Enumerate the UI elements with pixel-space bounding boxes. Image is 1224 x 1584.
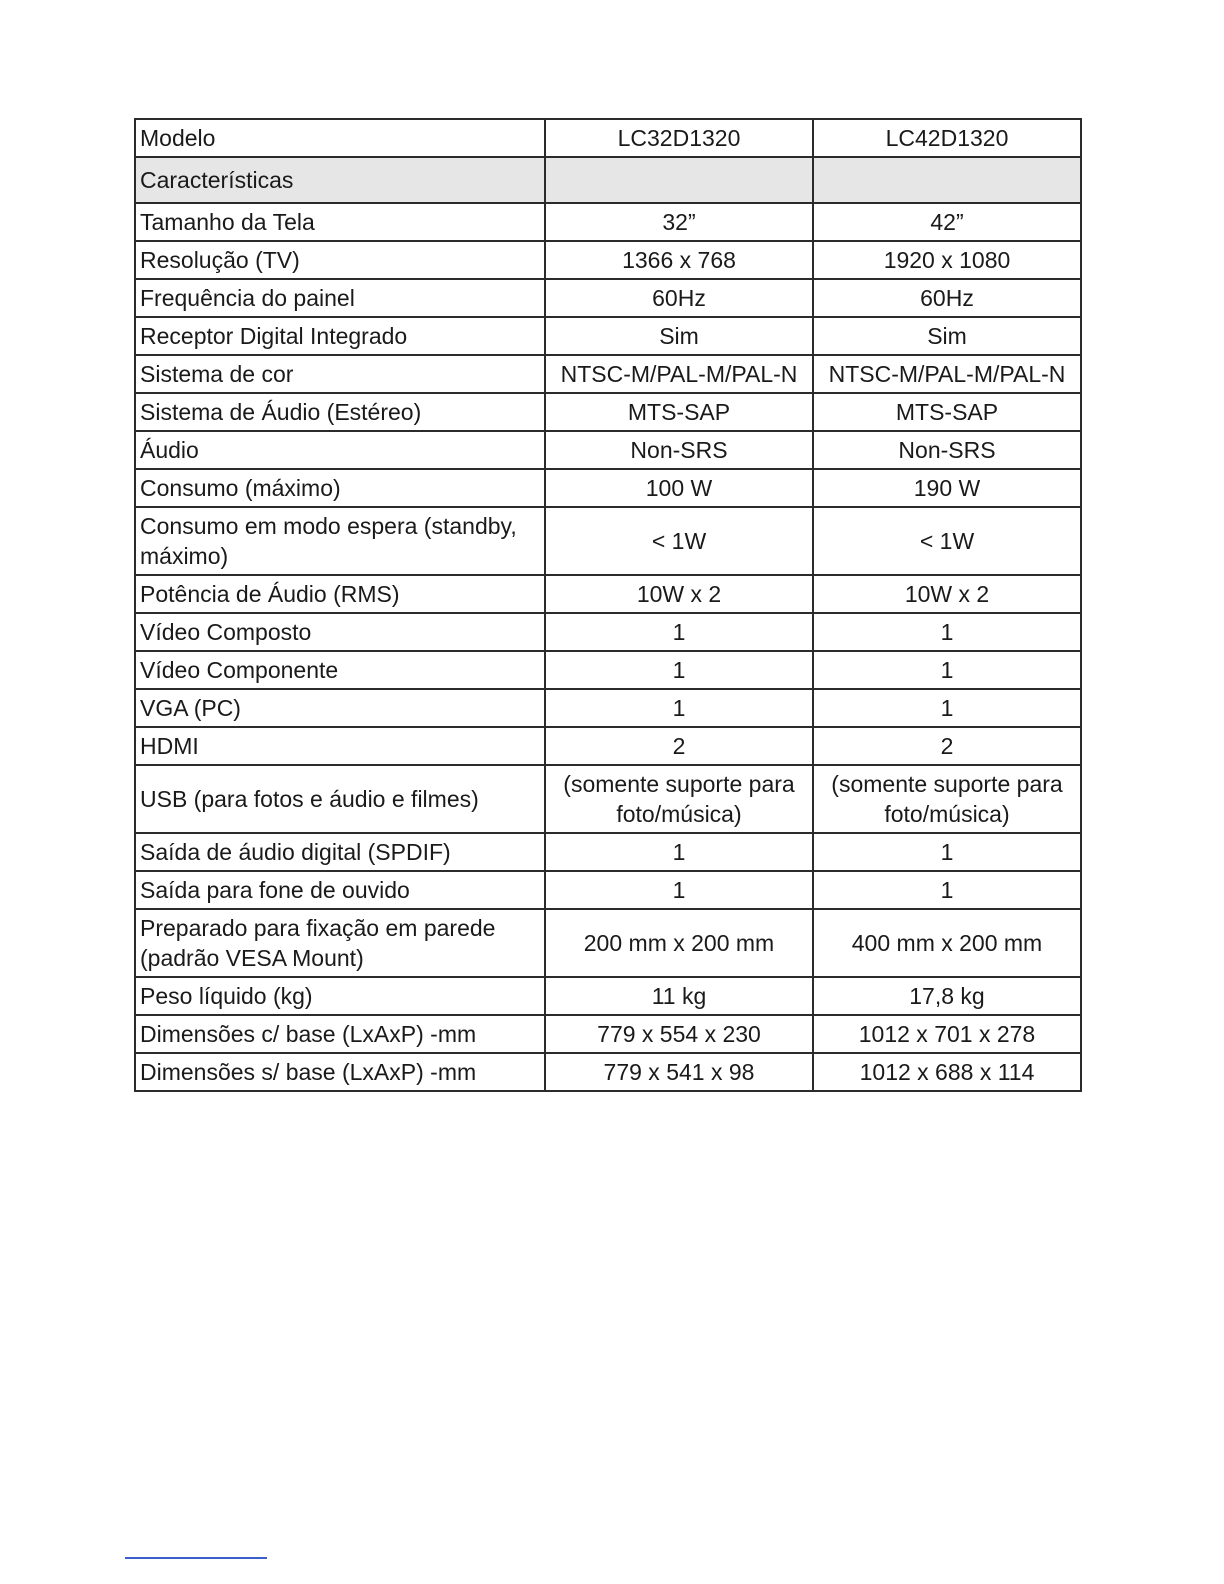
spec-row (135, 689, 1081, 727)
spec-row (135, 317, 1081, 355)
spec-value-model-a: 779 x 541 x 98 (545, 1053, 813, 1091)
spec-label: Saída de áudio digital (SPDIF) (135, 833, 545, 871)
spec-value-model-b: 1 (813, 651, 1081, 689)
spec-label: Preparado para fixação em parede (padrão VESA Mount) (135, 909, 545, 977)
spec-value-model-a: 1 (545, 871, 813, 909)
spec-label: Vídeo Componente (135, 651, 545, 689)
spec-row (135, 1053, 1081, 1091)
spec-value-model-b: 10W x 2 (813, 575, 1081, 613)
spec-row (135, 1015, 1081, 1053)
spec-value-model-a: 2 (545, 727, 813, 765)
spec-label: Frequência do painel (135, 279, 545, 317)
spec-value-model-b: 60Hz (813, 279, 1081, 317)
spec-value-model-b: 17,8 kg (813, 977, 1081, 1015)
spec-label: Saída para fone de ouvido (135, 871, 545, 909)
spec-value-model-b: MTS-SAP (813, 393, 1081, 431)
spec-value-model-a: 32” (545, 203, 813, 241)
spec-label: Sistema de Áudio (Estéreo) (135, 393, 545, 431)
spec-value-model-b: 190 W (813, 469, 1081, 507)
spec-value-model-a: 60Hz (545, 279, 813, 317)
spec-value-model-a: Non-SRS (545, 431, 813, 469)
spec-value-model-b: 1920 x 1080 (813, 241, 1081, 279)
footnote-separator (125, 1557, 267, 1559)
model-a-name: LC32D1320 (545, 119, 813, 157)
spec-rows (135, 203, 1081, 1091)
spec-value-model-a: NTSC-M/PAL-M/PAL-N (545, 355, 813, 393)
spec-value-model-a: 100 W (545, 469, 813, 507)
section-row (135, 157, 1081, 203)
spec-value-model-a: 1 (545, 651, 813, 689)
spec-row (135, 469, 1081, 507)
spec-label: Tamanho da Tela (135, 203, 545, 241)
spec-row (135, 651, 1081, 689)
spec-label: Resolução (TV) (135, 241, 545, 279)
spec-value-model-b: Non-SRS (813, 431, 1081, 469)
spec-label: Dimensões s/ base (LxAxP) -mm (135, 1053, 545, 1091)
header-label: Modelo (135, 119, 545, 157)
section-label: Características (135, 157, 545, 203)
spec-value-model-b: 2 (813, 727, 1081, 765)
spec-row (135, 507, 1081, 575)
spec-value-model-b: < 1W (813, 507, 1081, 575)
spec-row (135, 909, 1081, 977)
spec-label: Consumo em modo espera (standby, máximo) (135, 507, 545, 575)
spec-value-model-b: 1 (813, 871, 1081, 909)
spec-row (135, 833, 1081, 871)
spec-value-model-a: 1 (545, 833, 813, 871)
spec-value-model-a: (somente suporte para foto/música) (545, 765, 813, 833)
spec-row (135, 241, 1081, 279)
spec-value-model-b: 42” (813, 203, 1081, 241)
spec-row (135, 613, 1081, 651)
spec-value-model-a: < 1W (545, 507, 813, 575)
spec-label: Consumo (máximo) (135, 469, 545, 507)
spec-row (135, 727, 1081, 765)
spec-value-model-b: 400 mm x 200 mm (813, 909, 1081, 977)
spec-row (135, 203, 1081, 241)
section-empty-cell (545, 157, 813, 203)
spec-value-model-a: 11 kg (545, 977, 813, 1015)
spec-label: Potência de Áudio (RMS) (135, 575, 545, 613)
spec-label: USB (para fotos e áudio e filmes) (135, 765, 545, 833)
spec-value-model-a: 779 x 554 x 230 (545, 1015, 813, 1053)
spec-value-model-a: 1366 x 768 (545, 241, 813, 279)
spec-row (135, 355, 1081, 393)
spec-label: Áudio (135, 431, 545, 469)
spec-row (135, 977, 1081, 1015)
spec-value-model-a: 1 (545, 613, 813, 651)
spec-value-model-a: 200 mm x 200 mm (545, 909, 813, 977)
spec-row (135, 393, 1081, 431)
spec-label: VGA (PC) (135, 689, 545, 727)
model-b-name: LC42D1320 (813, 119, 1081, 157)
spec-table (134, 118, 1082, 1092)
spec-value-model-a: 10W x 2 (545, 575, 813, 613)
spec-label: Vídeo Composto (135, 613, 545, 651)
spec-row (135, 279, 1081, 317)
spec-label: Receptor Digital Integrado (135, 317, 545, 355)
spec-row (135, 765, 1081, 833)
spec-value-model-a: MTS-SAP (545, 393, 813, 431)
spec-value-model-b: NTSC-M/PAL-M/PAL-N (813, 355, 1081, 393)
spec-value-model-a: 1 (545, 689, 813, 727)
section-empty-cell (813, 157, 1081, 203)
spec-label: Sistema de cor (135, 355, 545, 393)
spec-value-model-b: 1012 x 701 x 278 (813, 1015, 1081, 1053)
spec-value-model-b: 1 (813, 613, 1081, 651)
spec-value-model-b: Sim (813, 317, 1081, 355)
spec-label: Dimensões c/ base (LxAxP) -mm (135, 1015, 545, 1053)
spec-row (135, 575, 1081, 613)
spec-value-model-b: 1 (813, 689, 1081, 727)
spec-row (135, 871, 1081, 909)
spec-value-model-a: Sim (545, 317, 813, 355)
spec-value-model-b: (somente suporte para foto/música) (813, 765, 1081, 833)
spec-row (135, 431, 1081, 469)
spec-label: HDMI (135, 727, 545, 765)
spec-value-model-b: 1012 x 688 x 114 (813, 1053, 1081, 1091)
spec-value-model-b: 1 (813, 833, 1081, 871)
header-row (135, 119, 1081, 157)
spec-label: Peso líquido (kg) (135, 977, 545, 1015)
